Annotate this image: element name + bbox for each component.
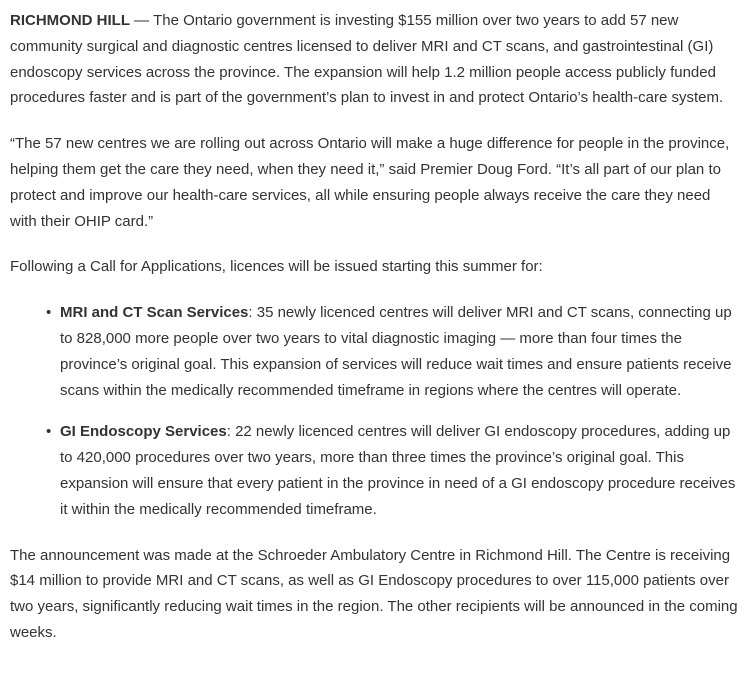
list-item-mri-ct-title: MRI and CT Scan Services <box>60 304 249 322</box>
list-item-gi-endoscopy-text: : 22 newly licenced centres will deliver GI endoscopy procedures, adding up to 420,000 procedures over two years, more than three times the province’s original goal. This expansion will ensure that every patient in the province in need of a GI endoscopy procedure receives it within the medically recommended timeframe. <box>60 423 736 518</box>
lead-paragraph <box>10 8 738 111</box>
services-list <box>10 300 738 522</box>
intro-paragraph: Following a Call for Applications, licences will be issued starting this summer for: <box>10 258 543 276</box>
quote-paragraph: “The 57 new centres we are rolling out across Ontario will make a huge difference for people in the province, helping them get the care they need, when they need it,” said Premier Doug Ford. “It’s all part of our plan to protect and improve our health-care services, all while ensuring people always receive the care they need with their OHIP card.” <box>10 135 730 230</box>
list-item-mri-ct-text: : 35 newly licenced centres will deliver MRI and CT scans, connecting up to 828,000 more people over two years to vital diagnostic imaging — more than four times the province’s original goal. This expansion of services will reduce wait times and ensure patients receive scans within the medically recommended timeframe in regions where the centres will operate. <box>60 304 732 399</box>
closing-paragraph: The announcement was made at the Schroeder Ambulatory Centre in Richmond Hill. The Centre is receiving $14 million to provide MRI and CT scans, as well as GI Endoscopy procedures to over 115,000 patients over two years, significantly reducing wait times in the region. The other recipients will be announced in the coming weeks. <box>10 546 738 641</box>
dateline: RICHMOND HILL <box>10 12 130 29</box>
lead-paragraph-text: — The Ontario government is investing $155 million over two years to add 57 new community surgical and diagnostic centres licensed to deliver MRI and CT scans, and gastrointestinal (GI) endoscopy services across the province. The expansion will help 1.2 million people access publicly funded procedures faster and is part of the government’s plan to invest in and protect Ontario’s health-care system. <box>10 12 724 107</box>
list-item-gi-endoscopy <box>60 419 738 522</box>
list-item-mri-ct <box>60 300 738 403</box>
list-item-gi-endoscopy-title: GI Endoscopy Services <box>60 423 227 441</box>
